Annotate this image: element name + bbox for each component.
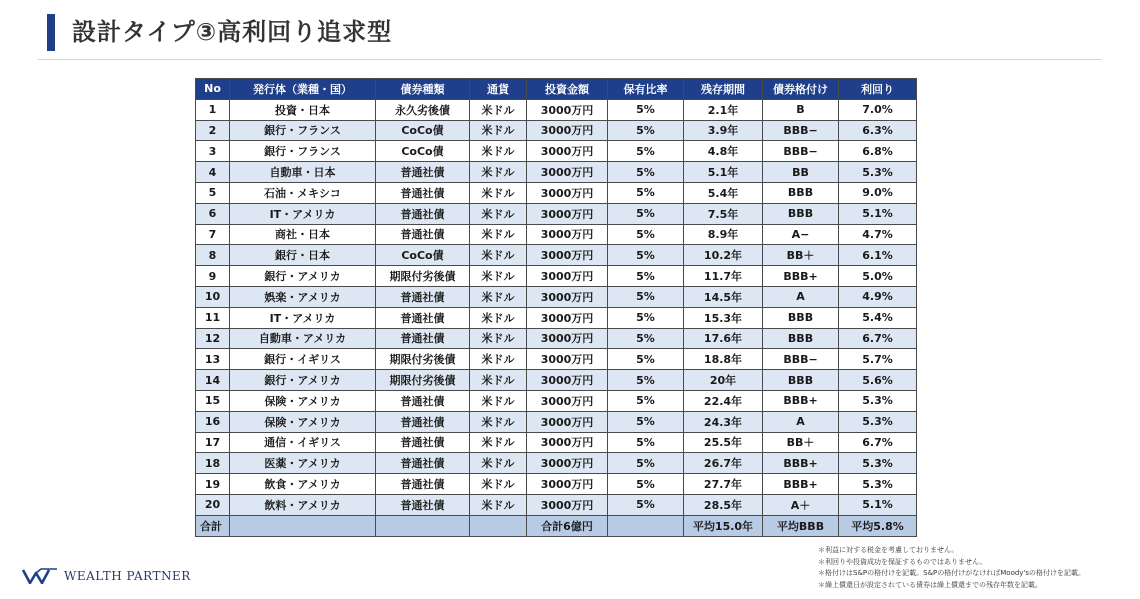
table-cell: 3000万円 [527, 494, 608, 515]
table-cell: 5% [608, 182, 684, 203]
table-cell: 普通社債 [376, 328, 470, 349]
table-row [196, 349, 917, 370]
column-header: 発行体（業種・国） [230, 79, 376, 100]
table-cell: 27.7年 [684, 474, 763, 495]
table-cell: 4.7% [839, 224, 917, 245]
table-cell: 米ドル [470, 370, 527, 391]
table-cell: 19 [196, 474, 230, 495]
table-cell: 5% [608, 349, 684, 370]
table-cell: 5.3% [839, 390, 917, 411]
table-cell: A [763, 411, 839, 432]
table-cell: 銀行・イギリス [230, 349, 376, 370]
table-cell: 8.9年 [684, 224, 763, 245]
table-row [196, 266, 917, 287]
footnote: ＊格付けはS&Pの格付けを記載。S&Pの格付けがなければMoody'sの格付けを記載。 [818, 569, 1086, 577]
column-header: 投資金額 [527, 79, 608, 100]
table-cell: 5.3% [839, 162, 917, 183]
table-cell: 米ドル [470, 474, 527, 495]
table-cell: 3000万円 [527, 224, 608, 245]
column-header: 債券格付け [763, 79, 839, 100]
table-cell: 5% [608, 390, 684, 411]
table-cell: BB [763, 162, 839, 183]
table-cell: 普通社債 [376, 494, 470, 515]
table-cell: 米ドル [470, 411, 527, 432]
table-cell: 11.7年 [684, 266, 763, 287]
table-cell: 5% [608, 120, 684, 141]
table-cell: 14 [196, 370, 230, 391]
table-cell: 自動車・アメリカ [230, 328, 376, 349]
table-cell: 3000万円 [527, 203, 608, 224]
table-cell: 3000万円 [527, 286, 608, 307]
table-cell: 銀行・日本 [230, 245, 376, 266]
table-cell: 3000万円 [527, 307, 608, 328]
table-cell: 普通社債 [376, 307, 470, 328]
table-cell: A− [763, 224, 839, 245]
column-header: 保有比率 [608, 79, 684, 100]
table-cell: 米ドル [470, 224, 527, 245]
brand-name: WEALTH PARTNER [64, 569, 191, 583]
table-cell: 米ドル [470, 349, 527, 370]
table-cell: 10 [196, 286, 230, 307]
table-cell: 5% [608, 370, 684, 391]
table-cell: 5% [608, 162, 684, 183]
table-cell: 3000万円 [527, 411, 608, 432]
table-cell: 米ドル [470, 245, 527, 266]
table-cell: BBB− [763, 141, 839, 162]
title-accent-bar [47, 14, 55, 51]
table-cell: 5.0% [839, 266, 917, 287]
total-cell: 平均BBB [763, 515, 839, 536]
table-cell: 22.4年 [684, 390, 763, 411]
table-cell: 20年 [684, 370, 763, 391]
table-row [196, 370, 917, 391]
table-cell: 9.0% [839, 182, 917, 203]
table-cell: 2 [196, 120, 230, 141]
table-cell: BBB [763, 370, 839, 391]
table-cell: 3 [196, 141, 230, 162]
table-cell: 5% [608, 494, 684, 515]
table-cell: 5.1% [839, 203, 917, 224]
table-footer [196, 515, 917, 536]
table-cell: 17 [196, 432, 230, 453]
total-cell [470, 515, 527, 536]
table-cell: 医薬・アメリカ [230, 453, 376, 474]
column-header: 残存期間 [684, 79, 763, 100]
table-cell: 自動車・日本 [230, 162, 376, 183]
table-cell: BBB [763, 203, 839, 224]
page-title: 設計タイプ③高利回り追求型 [72, 18, 393, 46]
table-cell: 5% [608, 411, 684, 432]
table-cell: 通信・イギリス [230, 432, 376, 453]
table-cell: 米ドル [470, 328, 527, 349]
table-cell: 米ドル [470, 141, 527, 162]
table-cell: B [763, 99, 839, 120]
table-cell: 銀行・フランス [230, 120, 376, 141]
table-cell: 3000万円 [527, 432, 608, 453]
table-cell: 2.1年 [684, 99, 763, 120]
table-cell: 米ドル [470, 162, 527, 183]
brand-logo [22, 566, 191, 586]
table-row [196, 494, 917, 515]
table-cell: 保険・アメリカ [230, 390, 376, 411]
table-cell: 5.3% [839, 474, 917, 495]
table-cell: CoCo債 [376, 141, 470, 162]
table-cell: 米ドル [470, 307, 527, 328]
table-row [196, 224, 917, 245]
table-row [196, 328, 917, 349]
table-cell: BBB− [763, 120, 839, 141]
table-cell: 4.8年 [684, 141, 763, 162]
table-row [196, 141, 917, 162]
table-cell: 7 [196, 224, 230, 245]
footnote: ＊利回りや投資成功を保証するものではありません。 [818, 557, 987, 566]
table-cell: 6.1% [839, 245, 917, 266]
total-cell: 合計6億円 [527, 515, 608, 536]
total-cell [608, 515, 684, 536]
table-row [196, 286, 917, 307]
table-cell: 3000万円 [527, 245, 608, 266]
table-cell: BBB+ [763, 266, 839, 287]
total-cell: 平均5.8% [839, 515, 917, 536]
table-cell: 普通社債 [376, 203, 470, 224]
table-cell: 米ドル [470, 286, 527, 307]
table-cell: A [763, 286, 839, 307]
table-cell: 米ドル [470, 99, 527, 120]
table-cell: 普通社債 [376, 432, 470, 453]
table-cell: 13 [196, 349, 230, 370]
table-cell: 期限付劣後債 [376, 370, 470, 391]
table-cell: 5.3% [839, 411, 917, 432]
table-cell: 5% [608, 141, 684, 162]
table-cell: 米ドル [470, 203, 527, 224]
table-cell: 米ドル [470, 266, 527, 287]
table-cell: 普通社債 [376, 162, 470, 183]
table-cell: 18.8年 [684, 349, 763, 370]
table-cell: BBB− [763, 349, 839, 370]
footnote: ＊繰上償還日が設定されている債券は繰上償還までの残存年数を記載。 [818, 580, 1042, 589]
table-cell: 16 [196, 411, 230, 432]
table-cell: 普通社債 [376, 182, 470, 203]
table-cell: BBB+ [763, 474, 839, 495]
table-cell: 期限付劣後債 [376, 349, 470, 370]
table-cell: 18 [196, 453, 230, 474]
table-cell: IT・アメリカ [230, 307, 376, 328]
table-row [196, 474, 917, 495]
table-cell: 普通社債 [376, 474, 470, 495]
table-cell: 20 [196, 494, 230, 515]
table-cell: 米ドル [470, 120, 527, 141]
table-cell: 6 [196, 203, 230, 224]
table-cell: 銀行・アメリカ [230, 370, 376, 391]
table-cell: 6.3% [839, 120, 917, 141]
table-cell: 3000万円 [527, 99, 608, 120]
footnote: ＊利益に対する税金を考慮しておりません。 [818, 546, 959, 554]
table-cell: 6.7% [839, 328, 917, 349]
bond-portfolio-table [195, 78, 917, 537]
wealth-partner-logo-icon [22, 568, 58, 584]
total-cell: 合計 [196, 515, 230, 536]
table-cell: 5% [608, 203, 684, 224]
column-header: No [196, 79, 230, 100]
table-cell: 5.6% [839, 370, 917, 391]
table-row [196, 162, 917, 183]
table-cell: 3.9年 [684, 120, 763, 141]
table-cell: 商社・日本 [230, 224, 376, 245]
table-cell: 投資・日本 [230, 99, 376, 120]
table-cell: 5.7% [839, 349, 917, 370]
table-cell: 3000万円 [527, 370, 608, 391]
table-row [196, 245, 917, 266]
table-cell: 普通社債 [376, 224, 470, 245]
table-cell: 4 [196, 162, 230, 183]
table-cell: IT・アメリカ [230, 203, 376, 224]
table-row [196, 120, 917, 141]
total-cell: 平均15.0年 [684, 515, 763, 536]
table-cell: 3000万円 [527, 328, 608, 349]
table-cell: 米ドル [470, 182, 527, 203]
table-cell: 永久劣後債 [376, 99, 470, 120]
table-cell: 飲食・アメリカ [230, 474, 376, 495]
table-header-row [196, 79, 917, 100]
table-row [196, 99, 917, 120]
table-cell: 銀行・アメリカ [230, 266, 376, 287]
table-cell: 娯楽・アメリカ [230, 286, 376, 307]
table-row [196, 203, 917, 224]
table-cell: 米ドル [470, 390, 527, 411]
table-body [196, 99, 917, 515]
table-row [196, 453, 917, 474]
table-cell: 5.3% [839, 453, 917, 474]
table-cell: BBB [763, 328, 839, 349]
table-cell: 5 [196, 182, 230, 203]
column-header: 通貨 [470, 79, 527, 100]
table-row [196, 390, 917, 411]
table-cell: 米ドル [470, 453, 527, 474]
table-cell: 3000万円 [527, 141, 608, 162]
table-cell: CoCo債 [376, 245, 470, 266]
table-cell: 3000万円 [527, 162, 608, 183]
table-cell: 5.4年 [684, 182, 763, 203]
total-cell [230, 515, 376, 536]
table-cell: 銀行・フランス [230, 141, 376, 162]
table-cell: 11 [196, 307, 230, 328]
title-divider [38, 59, 1102, 60]
table-cell: 9 [196, 266, 230, 287]
table-cell: 15 [196, 390, 230, 411]
table-cell: 5% [608, 286, 684, 307]
table-cell: 期限付劣後債 [376, 266, 470, 287]
table-cell: 28.5年 [684, 494, 763, 515]
table-cell: 5% [608, 224, 684, 245]
table-cell: 米ドル [470, 432, 527, 453]
table-cell: 5% [608, 266, 684, 287]
table-cell: BBB [763, 182, 839, 203]
table-cell: 3000万円 [527, 349, 608, 370]
table-cell: 6.8% [839, 141, 917, 162]
table-cell: 14.5年 [684, 286, 763, 307]
table-cell: 3000万円 [527, 453, 608, 474]
table-cell: 1 [196, 99, 230, 120]
table-cell: 5% [608, 307, 684, 328]
table-row [196, 307, 917, 328]
footnotes [818, 545, 1134, 591]
total-cell [376, 515, 470, 536]
table-cell: 10.2年 [684, 245, 763, 266]
table-cell: 米ドル [470, 494, 527, 515]
table-row [196, 411, 917, 432]
table-row [196, 432, 917, 453]
column-header: 利回り [839, 79, 917, 100]
table-cell: 12 [196, 328, 230, 349]
table-cell: 5% [608, 99, 684, 120]
table-cell: 5% [608, 245, 684, 266]
table-cell: 15.3年 [684, 307, 763, 328]
table-row [196, 182, 917, 203]
table-cell: 普通社債 [376, 286, 470, 307]
table-cell: 17.6年 [684, 328, 763, 349]
table-cell: BB＋ [763, 432, 839, 453]
table-cell: 7.5年 [684, 203, 763, 224]
table-cell: 6.7% [839, 432, 917, 453]
table-cell: 5.1年 [684, 162, 763, 183]
table-cell: 5% [608, 432, 684, 453]
table-cell: 4.9% [839, 286, 917, 307]
table-cell: 3000万円 [527, 182, 608, 203]
table-cell: A＋ [763, 494, 839, 515]
table-cell: BBB+ [763, 453, 839, 474]
table-cell: 26.7年 [684, 453, 763, 474]
table-cell: CoCo債 [376, 120, 470, 141]
table-cell: 25.5年 [684, 432, 763, 453]
table-cell: 保険・アメリカ [230, 411, 376, 432]
table-cell: 5% [608, 474, 684, 495]
table-cell: BBB [763, 307, 839, 328]
table-cell: BBB+ [763, 390, 839, 411]
table-cell: 8 [196, 245, 230, 266]
table-total-row [196, 515, 917, 536]
table-cell: 3000万円 [527, 390, 608, 411]
table-cell: 普通社債 [376, 390, 470, 411]
table-cell: 普通社債 [376, 453, 470, 474]
table-cell: 5.1% [839, 494, 917, 515]
table-cell: 5% [608, 453, 684, 474]
table-cell: 石油・メキシコ [230, 182, 376, 203]
table-cell: BB＋ [763, 245, 839, 266]
table-header [196, 79, 917, 100]
table-cell: 3000万円 [527, 120, 608, 141]
table-cell: 普通社債 [376, 411, 470, 432]
table-cell: 5.4% [839, 307, 917, 328]
table-cell: 飲料・アメリカ [230, 494, 376, 515]
table-cell: 5% [608, 328, 684, 349]
table-cell: 3000万円 [527, 474, 608, 495]
table-cell: 24.3年 [684, 411, 763, 432]
column-header: 債券種類 [376, 79, 470, 100]
table-cell: 3000万円 [527, 266, 608, 287]
table-cell: 7.0% [839, 99, 917, 120]
